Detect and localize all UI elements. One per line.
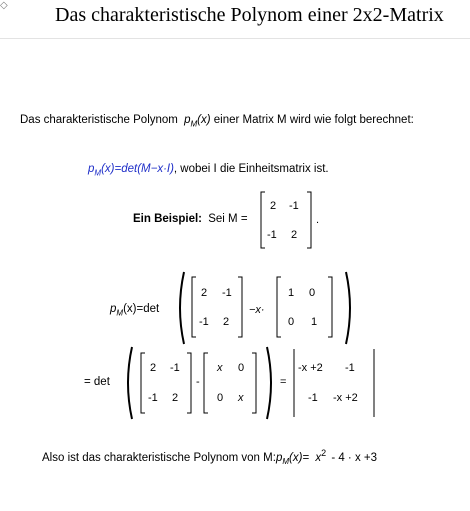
conclusion-exp: 2 <box>321 448 327 458</box>
example-cell-1-1: 2 <box>291 229 298 241</box>
step1-a-1-1: 2 <box>223 316 230 328</box>
conclusion-line <box>42 448 377 466</box>
formula-rest: , wobei I die Einheitsmatrix ist. <box>173 163 329 175</box>
example-label: Ein Beispiel: <box>133 213 203 225</box>
step1-a-1-0: -1 <box>199 316 209 328</box>
example-text: Sei M = <box>208 213 248 225</box>
intro-arg: (x) <box>197 114 211 126</box>
step2-a-1-1: 2 <box>172 392 179 404</box>
example-cell-0-1: -1 <box>289 200 299 212</box>
step1-a-0-1: -1 <box>222 287 232 299</box>
formula-sub: M <box>94 168 102 178</box>
conclusion-x: x <box>315 451 322 464</box>
step2-x-0-0: x <box>217 362 223 374</box>
step1-i-1-1: 1 <box>311 316 318 328</box>
step2-a-0-0: 2 <box>150 362 157 374</box>
step2-op: - <box>196 376 200 388</box>
intro-p: p <box>184 114 191 126</box>
example-end: . <box>316 214 320 226</box>
example-cell-0-0: 2 <box>270 200 277 212</box>
conclusion-sub: M <box>282 457 290 467</box>
step1-p: p <box>110 303 117 315</box>
conclusion-tail: - 4 · x +3 <box>331 451 378 464</box>
step1-a-0-0: 2 <box>201 287 208 299</box>
formula-expr: (x)=det(M−x·I) <box>101 163 174 175</box>
step2-r-0-0: -x +2 <box>298 362 323 374</box>
step1-lhs-text: (x)=det <box>123 303 160 315</box>
step1-i-1-0: 0 <box>288 316 295 328</box>
formula-p: p <box>88 163 95 175</box>
example-matrix-brackets <box>259 190 319 250</box>
step1-i-0-0: 1 <box>288 287 295 299</box>
example-line <box>133 213 248 225</box>
step1-i-0-1: 0 <box>309 287 316 299</box>
step2-a-1-0: -1 <box>148 392 158 404</box>
corner-icon: ◇ <box>0 0 8 11</box>
step2-r-0-1: -1 <box>345 362 355 374</box>
intro-sub: M <box>190 119 198 129</box>
step2-r-1-1: -x +2 <box>333 392 358 404</box>
step2-x-1-1: x <box>238 392 244 404</box>
formula-line <box>88 163 329 177</box>
title-bar <box>0 0 470 39</box>
example-cell-1-0: -1 <box>267 229 277 241</box>
conclusion-p: p <box>275 451 283 464</box>
conclusion-prefix: Also ist das charakteristische Polynom von M: <box>42 451 276 464</box>
step2-a-0-1: -1 <box>170 362 180 374</box>
step1-lhs <box>110 303 159 317</box>
intro-line <box>20 114 414 128</box>
page-title: Das charakteristische Polynom einer 2x2-Matrix <box>55 4 444 26</box>
step2-x-1-0: 0 <box>217 392 224 404</box>
step2-brackets <box>124 345 380 421</box>
step1-op: −x· <box>249 304 265 316</box>
conclusion-mid: (x)= <box>289 451 310 464</box>
step2-lhs: = det <box>84 376 110 388</box>
step1-brackets <box>176 270 354 346</box>
step2-eq: = <box>280 376 287 388</box>
step2-x-0-1: 0 <box>238 362 245 374</box>
intro-suffix: einer Matrix M wird wie folgt berechnet: <box>213 114 414 126</box>
intro-prefix: Das charakteristische Polynom <box>20 114 178 126</box>
step2-r-1-0: -1 <box>308 392 318 404</box>
step1-sub: M <box>116 308 124 318</box>
